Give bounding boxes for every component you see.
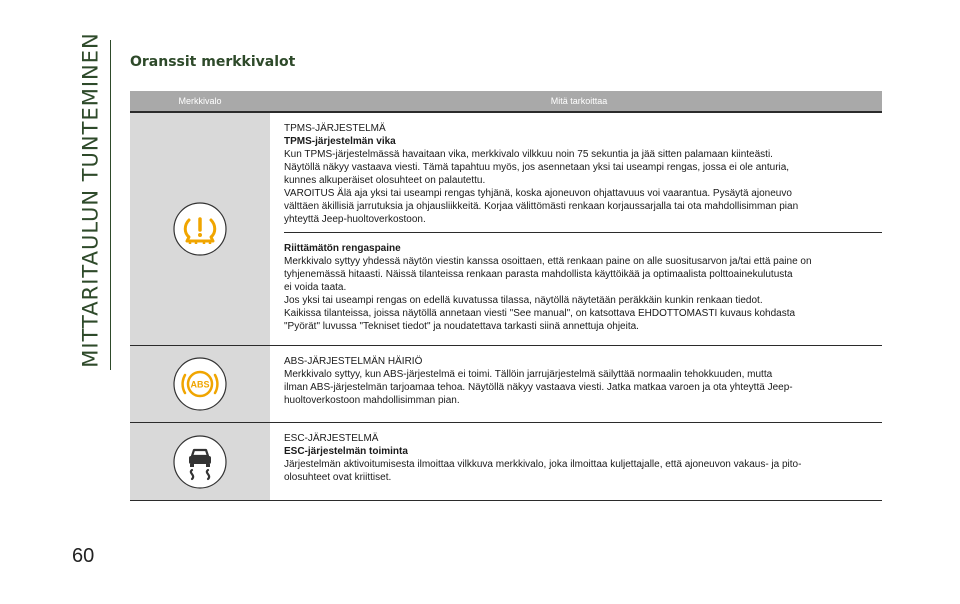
- tpms-fault-heading: TPMS-järjestelmän vika: [284, 136, 396, 147]
- text-line: Jos yksi tai useampi rengas on edellä kuvatussa tilassa, näytöllä näytetään peräkkäin kunkin renkaan tiedot.: [284, 295, 763, 306]
- tpms-fault-block: [284, 113, 882, 233]
- warning-lights-table: [130, 91, 882, 501]
- table-row-tpms: [130, 113, 882, 346]
- esc-title: ESC-JÄRJESTELMÄ: [284, 433, 379, 444]
- text-line: huoltoverkostoon mahdollisimman pian.: [284, 395, 460, 406]
- table-header: [130, 91, 882, 111]
- side-divider: [110, 40, 111, 370]
- table-row-esc: [130, 423, 882, 501]
- text-line: Järjestelmän aktivoitumisesta ilmoittaa vilkkuva merkkivalo, joka ilmoittaa kuljettajalle, että ajoneuvon vakaus- ja pito-: [284, 459, 802, 470]
- text-line: Merkkivalo syttyy yhdessä näytön viestin kanssa osoittaen, että renkaan paine on alle suositusarvon ja/tai että paine on: [284, 256, 812, 267]
- esc-block: [284, 423, 882, 490]
- meaning-cell: [270, 346, 882, 422]
- header-symbol: Merkkivalo: [178, 96, 222, 106]
- text-line: ilman ABS-järjestelmän tarjoamaa tehoa. Näytöllä näkyy vastaava viesti. Jatka matkaa varoen ja ota yhteyttä Jeep-: [284, 382, 793, 393]
- esc-skid-car-icon: [172, 434, 228, 490]
- text-line: välttäen äkillisiä jarrutuksia ja ohjausliikkeitä. Korjaa välittömästi renkaan korjaussarjalla tai ota mahdollisimman pian: [284, 201, 799, 212]
- text-line: "Pyörät" luvussa "Tekniset tiedot" ja noudatettava tarkasti siinä annettuja ohjeita.: [284, 321, 639, 332]
- symbol-cell: [130, 113, 270, 345]
- tpms-warning-icon: [172, 201, 228, 257]
- esc-heading: ESC-järjestelmän toiminta: [284, 446, 408, 457]
- text-line: olosuhteet ovat kriittiset.: [284, 472, 392, 483]
- abs-icon-label: ABS: [190, 379, 210, 390]
- text-line: tyhjenemässä hitaasti. Näissä tilanteissa renkaan parasta mahdollista käyttöikää ja optimaalista polttoainekulutusta: [284, 269, 793, 280]
- low-pressure-heading: Riittämätön rengaspaine: [284, 243, 401, 254]
- text-line: kunnes alkuperäiset olosuhteet on palautettu.: [284, 175, 486, 186]
- text-line: Merkkivalo syttyy, kun ABS-järjestelmä ei toimi. Tällöin jarrujärjestelmä säilyttää normaalin tehokkuuden, mutta: [284, 369, 773, 380]
- page-number: 60: [72, 545, 95, 567]
- text-line: ei voida taata.: [284, 282, 347, 293]
- abs-warning-icon: [172, 356, 228, 412]
- header-meaning: Mitä tarkoittaa: [550, 96, 608, 106]
- tpms-title: TPMS-JÄRJESTELMÄ: [284, 123, 386, 134]
- meaning-cell: [270, 423, 882, 500]
- abs-block: [284, 346, 882, 413]
- side-chapter-title: [66, 32, 116, 368]
- text-line: yhteyttä Jeep-huoltoverkostoon.: [284, 214, 426, 225]
- text-line: Kun TPMS-järjestelmässä havaitaan vika, merkkivalo vilkkuu noin 75 sekuntia ja jää sitten palamaan kiinteästi.: [284, 149, 773, 160]
- table-row-abs: [130, 346, 882, 423]
- text-line: VAROITUS Älä aja yksi tai useampi rengas tyhjänä, koska ajoneuvon ohjattavuus voi vaarantua. Pysäytä ajoneuvo: [284, 188, 792, 199]
- meaning-cell: [270, 113, 882, 345]
- symbol-cell: [130, 346, 270, 422]
- symbol-cell: [130, 423, 270, 500]
- low-pressure-block: [284, 233, 882, 339]
- text-line: Näytöllä näkyy vastaava viesti. Tämä tapahtuu myös, jos asennetaan yksi tai useampi rengas, jossa ei ole anturia,: [284, 162, 790, 173]
- section-title: Oranssit merkkivalot: [130, 54, 296, 70]
- text-line: Kaikissa tilanteissa, joissa näytöllä annetaan viesti "See manual", on katsottava EHDOTTOMASTI kuvaus kohdasta: [284, 308, 796, 319]
- abs-title: ABS-JÄRJESTELMÄN HÄIRIÖ: [284, 356, 423, 367]
- side-chapter-title-text: MITTARITAULUN TUNTEMINEN: [79, 32, 103, 368]
